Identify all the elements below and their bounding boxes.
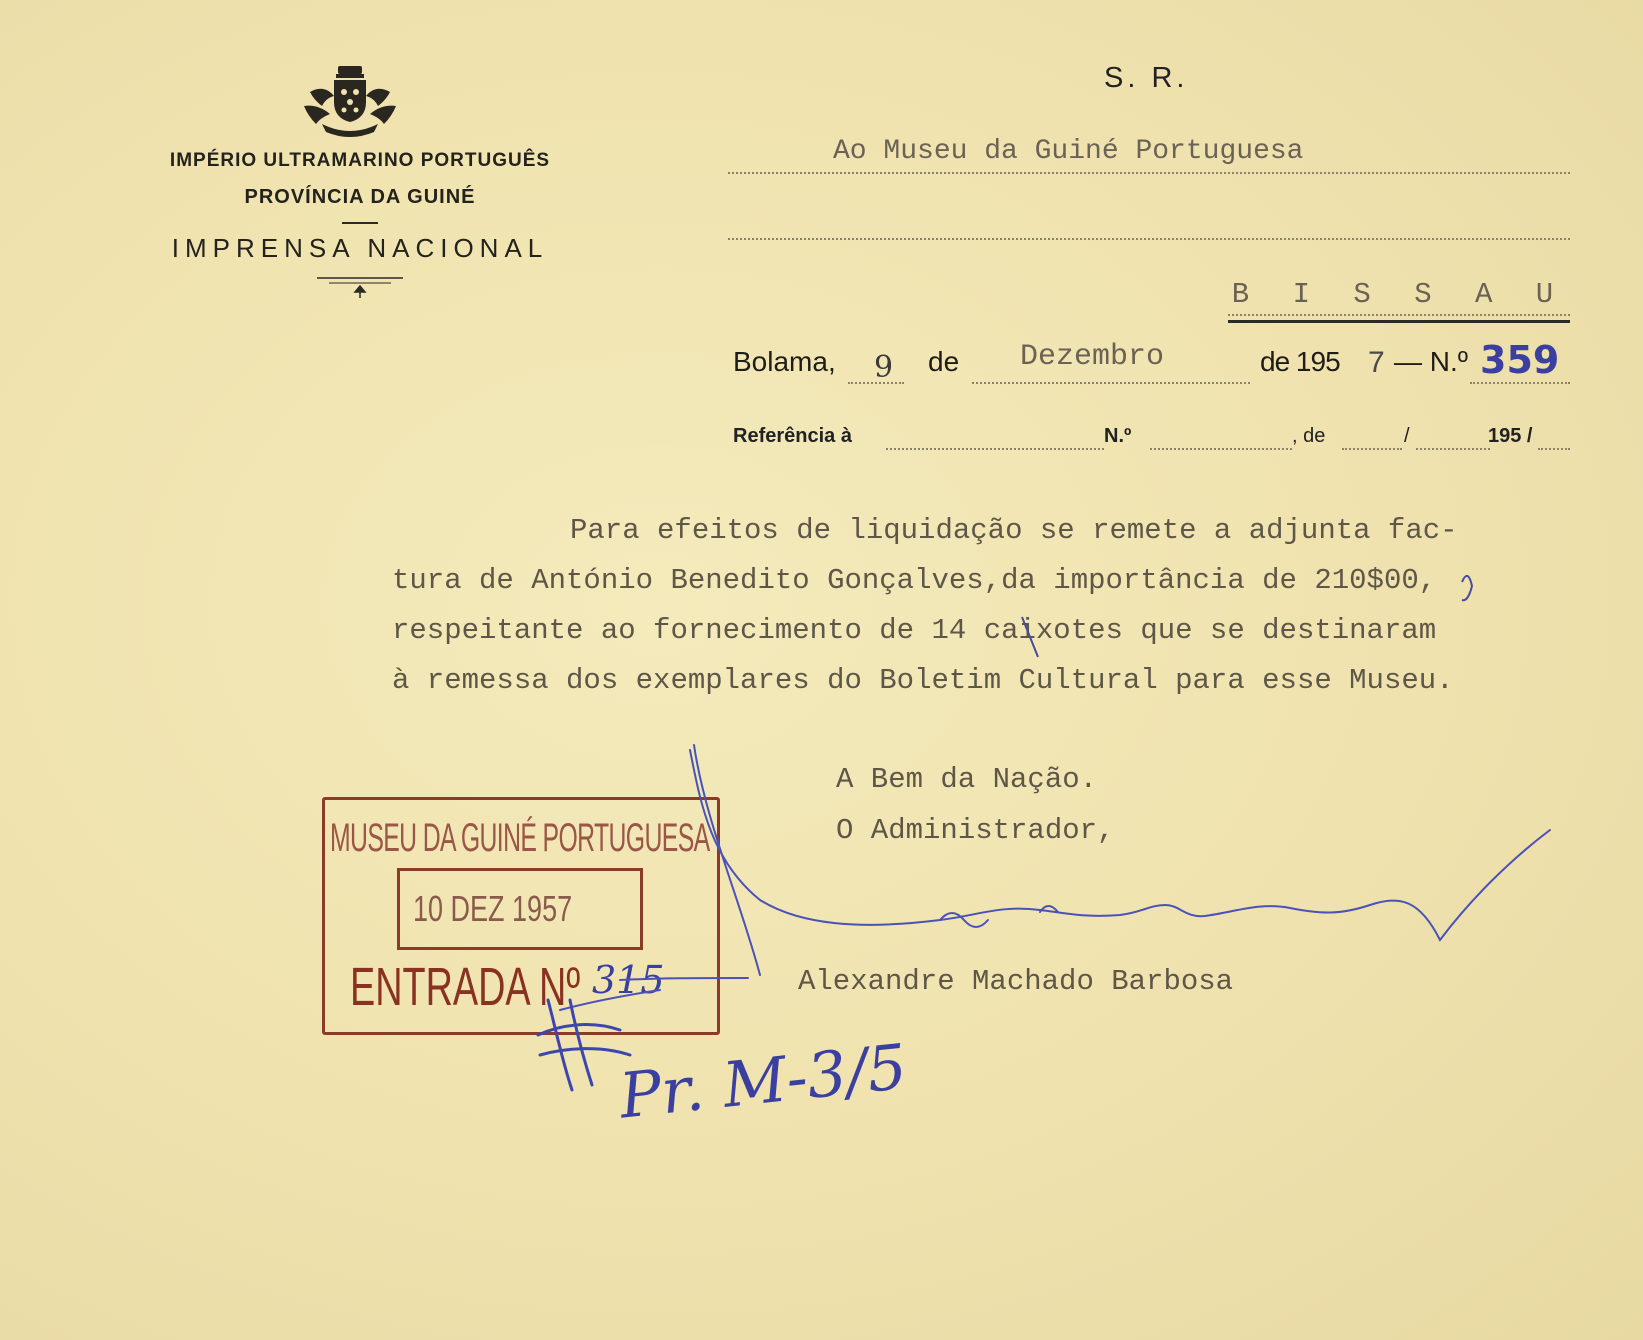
addressee-line-1 — [728, 136, 1570, 174]
day-value: 9 — [874, 350, 894, 385]
reference-month-field — [1416, 428, 1490, 450]
document-number: 359 — [1480, 338, 1560, 382]
stamp-entry-label: ENTRADA Nº — [350, 957, 581, 1017]
year-digit: 7 — [1368, 346, 1385, 379]
addressee-city-line — [1228, 280, 1570, 316]
date-place: Bolama, — [733, 346, 836, 377]
letterhead-divider — [342, 222, 378, 224]
number-label: — N.º — [1394, 346, 1469, 377]
addressee-line-2 — [728, 210, 1570, 240]
day-field — [848, 346, 904, 384]
closing-title: O Administrador, — [836, 814, 1115, 847]
month-value: Dezembro — [1020, 340, 1165, 374]
coat-of-arms-icon — [300, 62, 400, 144]
number-field — [1470, 338, 1570, 384]
letterhead-province: PROVÍNCIA DA GUINÉ — [244, 186, 476, 208]
letterhead-empire: IMPÉRIO ULTRAMARINO PORTUGUÊS — [169, 150, 551, 171]
signatory-name: Alexandre Machado Barbosa — [798, 965, 1234, 998]
reference-day-field — [1342, 428, 1402, 450]
reference-number-field — [1150, 428, 1292, 450]
service-mark: S. R. — [1104, 62, 1189, 94]
stamp-date: 10 DEZ 1957 — [413, 888, 573, 929]
reference-label: Referência à — [733, 425, 852, 447]
month-field — [972, 340, 1250, 384]
body-line-1: Para efeitos de liquidação se remete a adjunta fac- — [570, 514, 1458, 547]
addressee-name: Ao Museu da Guiné Portuguesa — [833, 136, 1304, 167]
addressee-city: B I S S A U — [1231, 278, 1567, 311]
body-line-4: à remessa dos exemplares do Boletim Cultural para esse Museu. — [392, 664, 1454, 697]
year-field — [1362, 346, 1392, 382]
reference-de-label: , de — [1292, 425, 1326, 447]
body-line-3: respeitante ao fornecimento de 14 caixotes que se destinaram — [392, 614, 1437, 647]
reference-slash: / — [1404, 425, 1410, 447]
stamp-title: MUSEU DA GUINÉ PORTUGUESA — [330, 816, 710, 860]
reference-field — [886, 428, 1104, 450]
handwritten-annotation: Pr. M-3/5 — [616, 1029, 911, 1133]
addressee-underline — [1228, 320, 1570, 323]
reference-year: 195 / — [1488, 425, 1533, 447]
letterhead-press: IMPRENSA NACIONAL — [171, 233, 549, 263]
closing-salutation: A Bem da Nação. — [836, 763, 1098, 796]
reference-n-label: N.º — [1104, 425, 1132, 447]
body-line-2: tura de António Benedito Gonçalves,da importância de 210$00, — [392, 564, 1437, 597]
stamp-entry-number: 315 — [592, 958, 665, 1002]
ornament-icon — [315, 274, 405, 300]
year-prefix: de 195 — [1260, 346, 1340, 377]
date-de: de — [928, 346, 960, 377]
reference-year-field — [1538, 428, 1570, 450]
